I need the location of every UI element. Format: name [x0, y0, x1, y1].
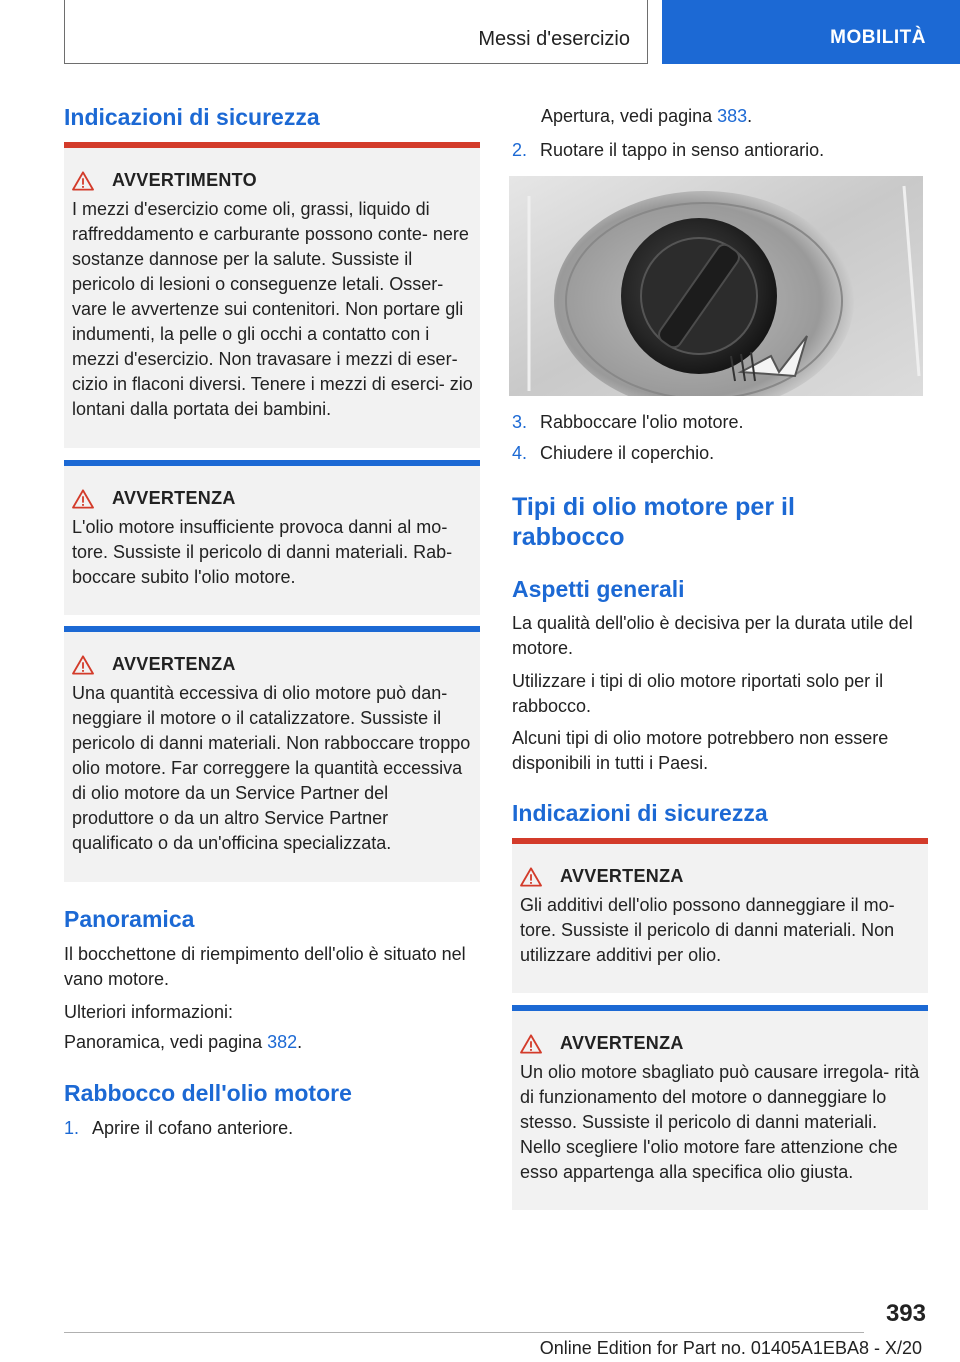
oil-types-heading: Tipi di olio motore per il rabbocco	[512, 493, 795, 551]
oil-cap-illustration	[509, 176, 923, 396]
step-2	[512, 138, 928, 163]
more-info-label: Ulteriori informazioni:	[64, 1002, 234, 1022]
warning-triangle-icon	[72, 489, 94, 509]
warning-bar	[512, 838, 928, 844]
reference-text: Panoramica, vedi pagina	[64, 1032, 268, 1052]
overview-text: Il bocchettone di riempimento dell'olio è situato nel vano motore.	[64, 944, 466, 989]
step-1	[64, 1116, 480, 1141]
step-3	[512, 410, 928, 435]
warning-text: Gli additivi dell'olio possono danneggiare il mo- tore. Sussiste il pericolo di danni materiali. Non utilizzare additivi per olio.	[520, 895, 895, 965]
step-text: Rabboccare l'olio motore.	[540, 412, 744, 432]
warning-text: L'olio motore insufficiente provoca danni al mo- tore. Sussiste il pericolo di danni materiali. Rab- boccare subito l'olio motore.	[72, 517, 453, 587]
page-number: 393	[885, 1300, 926, 1327]
oil-cap-photo	[509, 176, 923, 396]
warning-triangle-icon	[72, 171, 94, 191]
warning-text: Un olio motore sbagliato può causare irregola- rità di funzionamento del motore o danneggiare lo stesso. Sussiste il pericolo di danni materiali. Nello scegliere l'olio motore fare attenzione che esso appartenga alla specifica olio giusta.	[520, 1062, 920, 1182]
step-number: 2.	[512, 140, 528, 160]
warning-title: AVVERTENZA	[560, 866, 684, 886]
warning-title: AVVERTIMENTO	[112, 170, 257, 190]
general-paragraph-2: Utilizzare i tipi di olio motore riportati solo per il rabbocco.	[512, 671, 884, 716]
warning-text: I mezzi d'esercizio come oli, grassi, liquido di raffreddamento e carburante possono conte- nere sostanze dannose per la salute. Sussiste il pericolo di lesioni o conseguenze letali. Osser- vare le avvertenze sui contenitori. Non portare gli indumenti, la pelle o gli occhi a contatto con i mezzi d'esercizio. Non travasare i mezzi di eser- cizio in flaconi diversi. Tenere i mezzi di eserci- zio lontani dalla portata dei bambini.	[72, 199, 473, 419]
reference-end: .	[297, 1032, 303, 1052]
header-chapter-label: MOBILITÀ	[830, 27, 926, 48]
step-text: Aprire il cofano anteriore.	[92, 1118, 294, 1138]
page-link-382[interactable]: 382	[267, 1032, 298, 1052]
safety-heading-left: Indicazioni di sicurezza	[64, 104, 320, 130]
warning-title: AVVERTENZA	[560, 1033, 684, 1053]
warning-title: AVVERTENZA	[112, 488, 236, 508]
warning-bar	[64, 460, 480, 466]
footer-edition: Online Edition for Part no. 01405A1EBA8 - X/20	[539, 1338, 922, 1358]
footer-divider	[64, 1332, 864, 1333]
general-paragraph-1: La qualità dell'olio è decisiva per la durata utile del motore.	[512, 613, 913, 658]
warning-box-2	[64, 460, 480, 615]
step-number: 1.	[64, 1118, 80, 1138]
step-text: Ruotare il tappo in senso antiorario.	[540, 140, 825, 160]
warning-triangle-icon	[520, 867, 542, 887]
overview-reference	[64, 1030, 480, 1055]
header-section-title: Messi d'esercizio	[478, 28, 630, 50]
step-number: 4.	[512, 443, 528, 463]
step-1-continuation	[541, 104, 931, 129]
header-chapter-tab[interactable]	[662, 0, 960, 64]
reference-text: Apertura, vedi pagina	[541, 106, 718, 126]
warning-bar	[64, 626, 480, 632]
safety-heading-right: Indicazioni di sicurezza	[512, 800, 768, 826]
general-heading: Aspetti generali	[512, 576, 685, 602]
reference-end: .	[747, 106, 753, 126]
warning-bar	[64, 142, 480, 148]
step-4	[512, 441, 928, 466]
warning-box-3	[64, 626, 480, 882]
step-text: Chiudere il coperchio.	[540, 443, 715, 463]
warning-triangle-icon	[72, 655, 94, 675]
warning-text: Una quantità eccessiva di olio motore può dan- neggiare il motore o il catalizzatore. Sussiste il pericolo di danni materiali. Non rabboccare troppo olio motore. Far correggere la quantità eccessiva di olio motore da un Service Partner del produttore o da un altro Service Partner qualificato o da un'officina specializzata.	[72, 683, 471, 853]
page-link-383[interactable]: 383	[717, 106, 748, 126]
warning-title: AVVERTENZA	[112, 654, 236, 674]
warning-box-1	[64, 142, 480, 448]
step-number: 3.	[512, 412, 528, 432]
warning-box-5	[512, 1005, 928, 1210]
warning-triangle-icon	[520, 1034, 542, 1054]
refill-heading: Rabbocco dell'olio motore	[64, 1080, 352, 1106]
overview-heading: Panoramica	[64, 906, 195, 932]
warning-box-4	[512, 838, 928, 993]
warning-bar	[512, 1005, 928, 1011]
general-paragraph-3: Alcuni tipi di olio motore potrebbero non essere disponibili in tutti i Paesi.	[512, 728, 889, 773]
